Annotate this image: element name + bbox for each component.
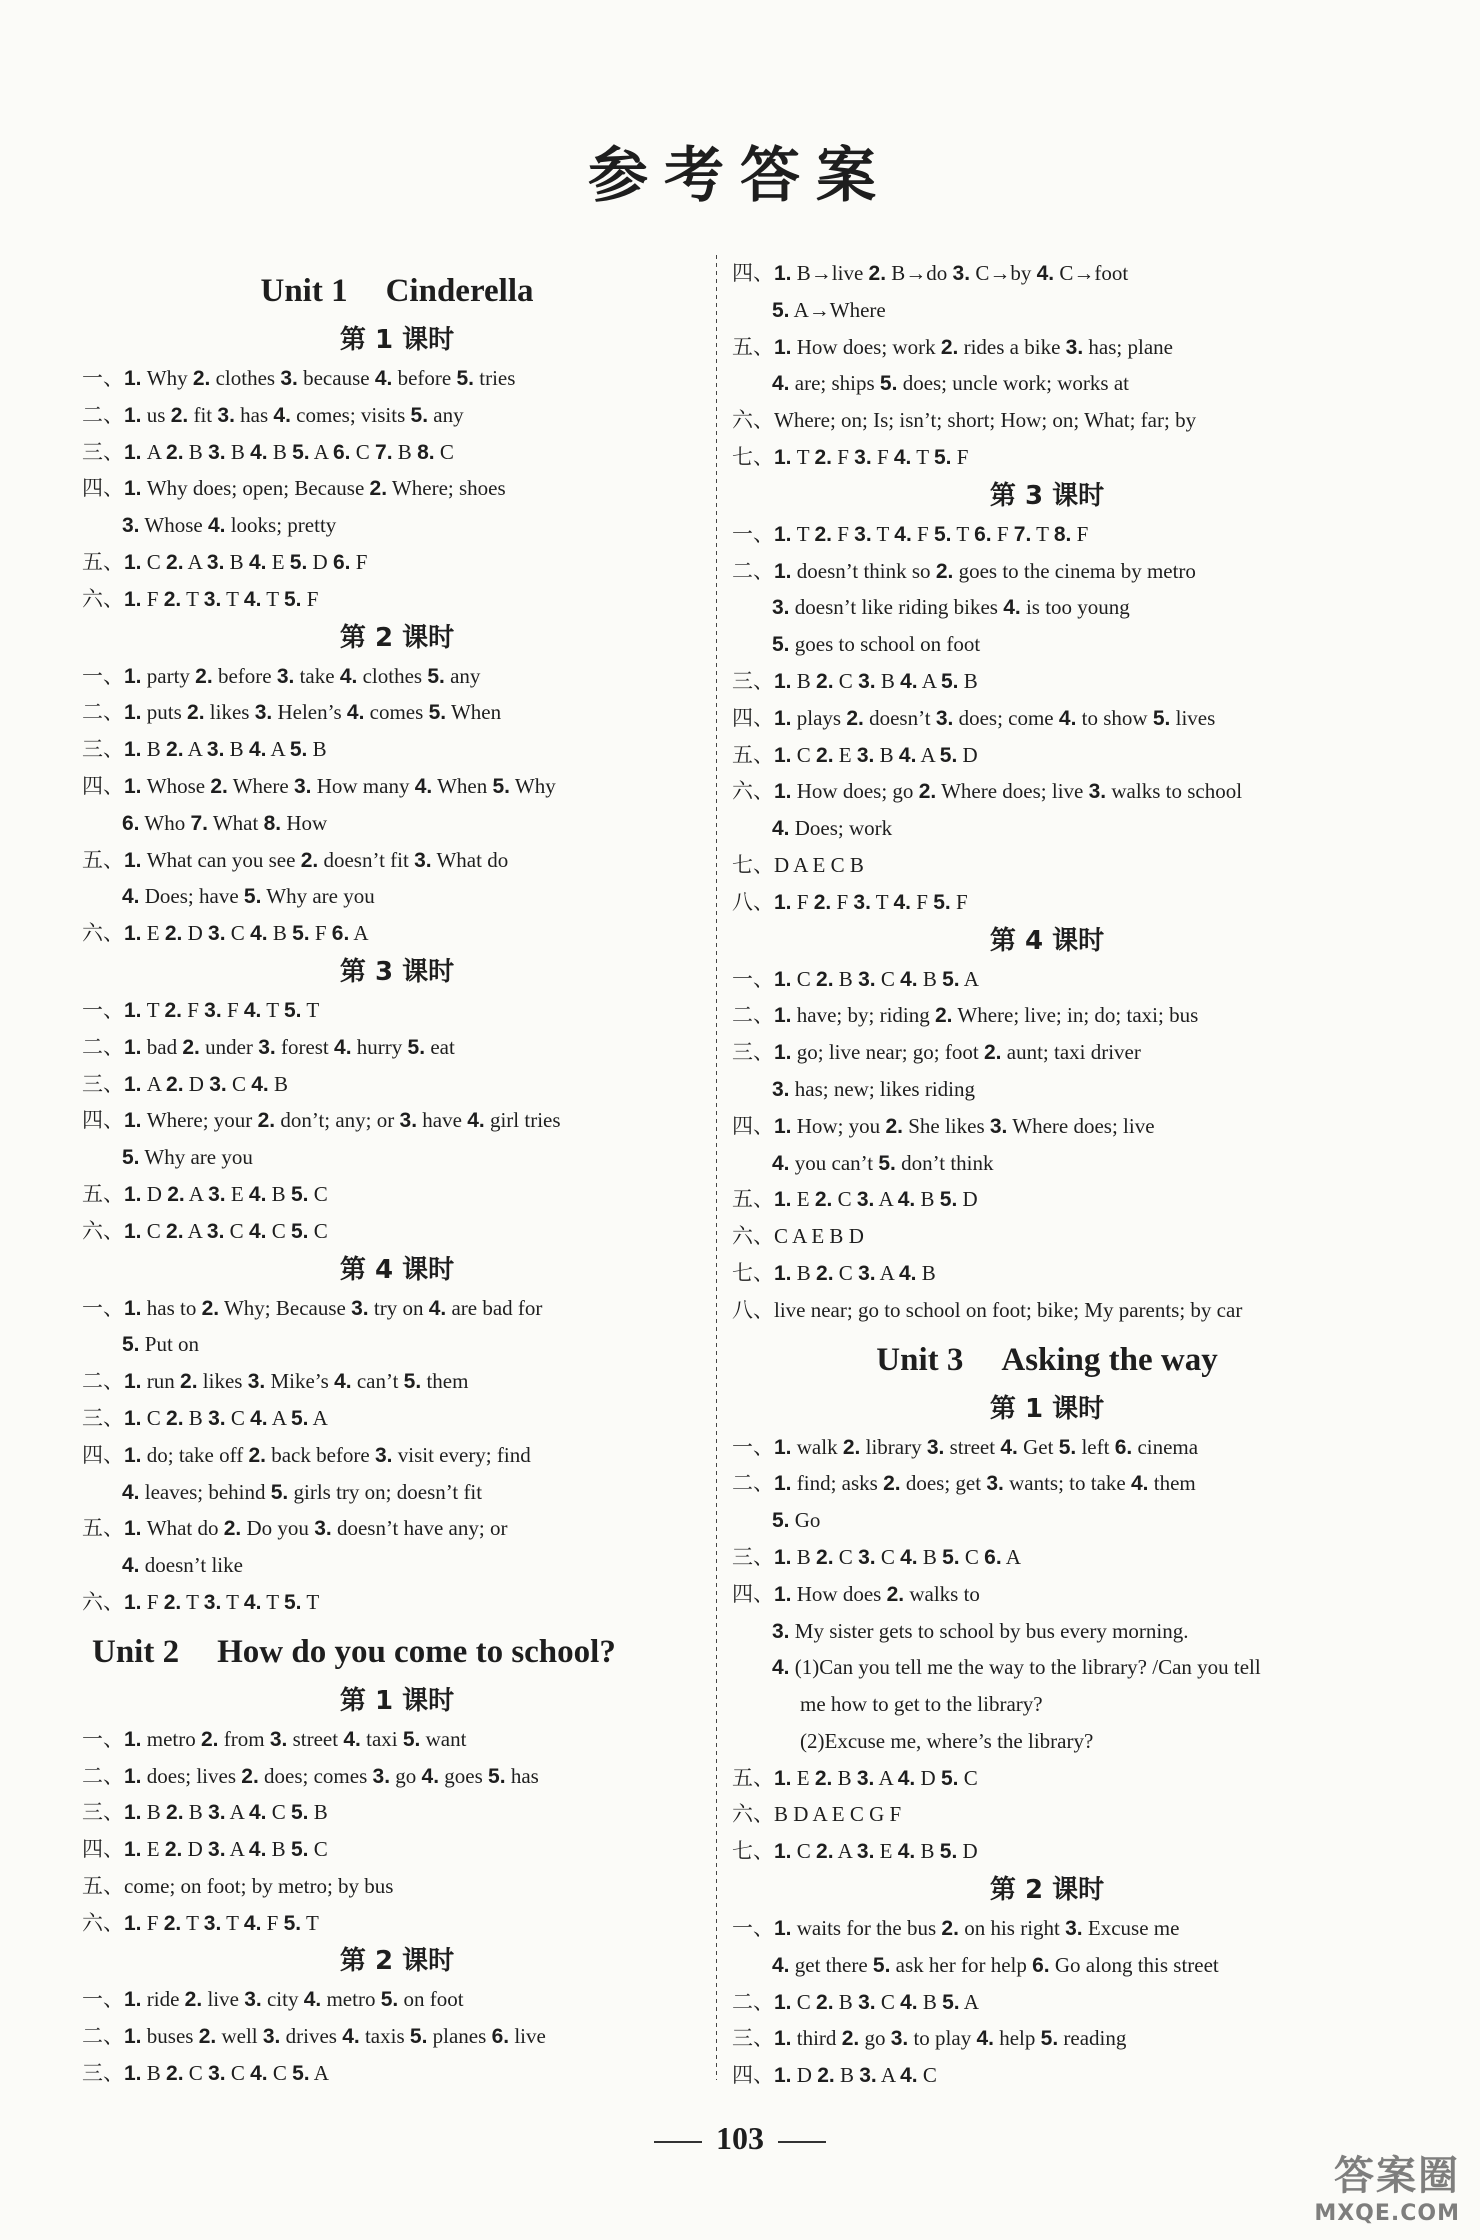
answer-line: 6. Who 7. What 8. How xyxy=(122,810,328,835)
answer-line: 4. you can’t 5. don’t think xyxy=(772,1150,994,1175)
answer-line: 二、1. does; lives 2. does; comes 3. go 4. goes 5. has xyxy=(82,1763,539,1788)
answer-line: 三、1. B 2. C 3. C 4. B 5. C 6. A xyxy=(732,1544,1021,1569)
answer-line: 三、1. A 2. D 3. C 4. B xyxy=(82,1071,289,1096)
right-column xyxy=(732,255,1362,2094)
answer-line: 一、1. has to 2. Why; Because 3. try on 4. are bad for xyxy=(82,1295,543,1320)
answer-line: 4. are; ships 5. does; uncle work; works at xyxy=(772,371,1129,396)
answer-line: 三、1. B 2. B 3. A 4. C 5. B xyxy=(82,1800,328,1825)
unit-label: Unit 1 xyxy=(260,273,348,309)
answer-line: 六、1. F 2. T 3. T 4. T 5. F xyxy=(82,586,319,611)
unit-label: Unit 3 xyxy=(876,1341,964,1378)
answer-line: 二、1. have; by; riding 2. Where; live; in; do; taxi; bus xyxy=(732,1003,1199,1028)
answer-line: 六、1. E 2. D 3. C 4. B 5. F 6. A xyxy=(82,921,369,946)
answer-line: 4. get there 5. ask her for help 6. Go along this street xyxy=(772,1952,1219,1977)
answer-line: 八、1. F 2. F 3. T 4. F 5. F xyxy=(732,889,968,914)
answer-line: 4. Does; have 5. Why are you xyxy=(122,884,375,909)
answer-line: 一、1. ride 2. live 3. city 4. metro 5. on foot xyxy=(82,1987,464,2012)
lesson-heading: 第 2 课时 xyxy=(339,1946,455,1977)
answer-line: 四、1. D 2. B 3. A 4. C xyxy=(732,2063,937,2088)
unit-heading xyxy=(732,1331,1362,1389)
answer-line: 四、1. Where; your 2. don’t; any; or 3. have 4. girl tries xyxy=(82,1108,561,1133)
lesson-heading: 第 2 课时 xyxy=(339,622,455,653)
unit-name: Asking the way xyxy=(1001,1341,1218,1378)
lesson-heading: 第 2 课时 xyxy=(989,1875,1105,1906)
answer-line: 一、1. walk 2. library 3. street 4. Get 5. left 6. cinema xyxy=(732,1434,1199,1459)
lesson-heading: 第 3 课时 xyxy=(989,480,1105,511)
unit-name: Cinderella xyxy=(385,273,534,309)
watermark-logo: 答案圈 xyxy=(1334,2153,1460,2199)
answer-line: 五、1. E 2. C 3. A 4. B 5. D xyxy=(732,1187,978,1212)
unit-label: Unit 2 xyxy=(92,1633,180,1670)
answer-line: 六、1. F 2. T 3. T 4. T 5. T xyxy=(82,1589,320,1614)
answer-line: 5. goes to school on foot xyxy=(772,632,981,657)
answer-line: 八、live near; go to school on foot; bike; My parents; by car xyxy=(732,1297,1243,1322)
answer-line: 三、1. B 2. C 3. C 4. C 5. A xyxy=(82,2061,329,2086)
lesson-heading: 第 1 课时 xyxy=(989,1393,1105,1424)
answer-line: 五、1. C 2. A 3. B 4. E 5. D 6. F xyxy=(82,549,368,574)
answer-line: 二、1. puts 2. likes 3. Helen’s 4. comes 5. When xyxy=(82,700,502,725)
answer-line: 六、B D A E C G F xyxy=(732,1802,902,1827)
answer-line: 4. doesn’t like xyxy=(122,1553,243,1578)
answer-line: 五、come; on foot; by metro; by bus xyxy=(82,1873,394,1898)
answer-line: 一、1. C 2. B 3. C 4. B 5. A xyxy=(732,966,979,991)
answer-line: 五、1. How does; work 2. rides a bike 3. has; plane xyxy=(732,334,1173,359)
unit-heading xyxy=(82,262,712,320)
unit-heading xyxy=(82,1623,712,1681)
lesson-heading: 第 1 课时 xyxy=(339,1685,455,1716)
answer-line: 四、1. E 2. D 3. A 4. B 5. C xyxy=(82,1837,328,1862)
answer-line: 七、1. T 2. F 3. F 4. T 5. F xyxy=(732,444,969,469)
answer-line: 二、1. us 2. fit 3. has 4. comes; visits 5. any xyxy=(82,402,464,427)
answer-line: 一、1. party 2. before 3. take 4. clothes 5. any xyxy=(82,663,481,688)
answer-line: 三、1. A 2. B 3. B 4. B 5. A 6. C 7. B 8. C xyxy=(82,439,454,464)
watermark xyxy=(1314,2144,1460,2226)
answer-line: 一、1. T 2. F 3. F 4. T 5. T xyxy=(82,997,320,1022)
answer-line: 二、1. buses 2. well 3. drives 4. taxis 5. planes 6. live xyxy=(82,2024,546,2049)
answer-line: 七、D A E C B xyxy=(732,852,864,877)
answer-line: 四、1. Why does; open; Because 2. Where; shoes xyxy=(82,476,506,501)
answer-line: 三、1. third 2. go 3. to play 4. help 5. reading xyxy=(732,2026,1127,2051)
answer-line: 四、1. How does 2. walks to xyxy=(732,1581,980,1606)
answer-line: 5. Why are you xyxy=(122,1145,253,1170)
unit-name: How do you come to school? xyxy=(217,1633,616,1670)
answer-line: 一、1. T 2. F 3. T 4. F 5. T 6. F 7. T 8. F xyxy=(732,521,1089,546)
lesson-heading: 第 1 课时 xyxy=(339,325,455,355)
answer-line: 四、1. plays 2. doesn’t 3. does; come 4. to show 5. lives xyxy=(732,705,1216,730)
column-divider xyxy=(716,255,717,2080)
lesson-heading: 第 3 课时 xyxy=(339,956,455,987)
lesson-heading: 第 4 课时 xyxy=(989,925,1105,956)
answer-line: 一、1. waits for the bus 2. on his right 3. Excuse me xyxy=(732,1916,1180,1941)
answer-line: 4. leaves; behind 5. girls try on; doesn’t fit xyxy=(122,1479,483,1504)
answer-line: 五、1. What can you see 2. doesn’t fit 3. What do xyxy=(82,847,509,872)
answer-line: 四、1. do; take off 2. back before 3. visit every; find xyxy=(82,1442,531,1467)
answer-line: (2)Excuse me, where’s the library? xyxy=(800,1728,1094,1753)
answer-line: 一、1. Why 2. clothes 3. because 4. before 5. tries xyxy=(82,366,516,390)
answer-line: 3. My sister gets to school by bus every morning. xyxy=(772,1618,1189,1643)
answer-line: 4. Does; work xyxy=(772,816,893,841)
answer-line: 5. A→Where xyxy=(772,297,886,322)
answer-line: 七、1. C 2. A 3. E 4. B 5. D xyxy=(732,1839,978,1864)
answer-line: 4. (1)Can you tell me the way to the library? /Can you tell xyxy=(772,1655,1261,1680)
answer-line: 二、1. bad 2. under 3. forest 4. hurry 5. eat xyxy=(82,1034,455,1059)
answer-line: 三、1. go; live near; go; foot 2. aunt; taxi driver xyxy=(732,1040,1141,1065)
answer-line: 五、1. What do 2. Do you 3. doesn’t have any; or xyxy=(82,1516,508,1541)
watermark-url: MXQE.COM xyxy=(1314,2201,1460,2226)
answer-line: 五、1. C 2. E 3. B 4. A 5. D xyxy=(732,742,978,767)
answer-line: 二、1. doesn’t think so 2. goes to the cinema by metro xyxy=(732,558,1196,583)
answer-line: 六、C A E B D xyxy=(732,1224,864,1249)
answer-line: 二、1. C 2. B 3. C 4. B 5. A xyxy=(732,1989,979,2014)
answer-line: 六、1. How does; go 2. Where does; live 3. walks to school xyxy=(732,779,1243,804)
answer-line: 三、1. C 2. B 3. C 4. A 5. A xyxy=(82,1405,328,1430)
lesson-heading: 第 4 课时 xyxy=(339,1254,455,1285)
answer-line: 3. doesn’t like riding bikes 4. is too young xyxy=(772,595,1130,620)
answer-line: 六、Where; on; Is; isn’t; short; How; on; What; far; by xyxy=(732,408,1197,433)
answer-line: 六、1. C 2. A 3. C 4. C 5. C xyxy=(82,1218,328,1243)
answer-line: 三、1. B 2. A 3. B 4. A 5. B xyxy=(82,737,327,762)
answer-line: 五、1. E 2. B 3. A 4. D 5. C xyxy=(732,1765,978,1790)
answer-line: 二、1. find; asks 2. does; get 3. wants; to take 4. them xyxy=(732,1471,1196,1496)
page-title: 参考答案 xyxy=(588,141,892,211)
answer-line: 七、1. B 2. C 3. A 4. B xyxy=(732,1260,936,1285)
answer-line: 一、1. metro 2. from 3. street 4. taxi 5. want xyxy=(82,1726,467,1751)
answer-line: 六、1. F 2. T 3. T 4. F 5. T xyxy=(82,1910,319,1935)
answer-line: 四、1. Whose 2. Where 3. How many 4. When 5. Why xyxy=(82,773,556,798)
answer-line: 5. Put on xyxy=(122,1332,200,1357)
answer-line: 三、1. B 2. C 3. B 4. A 5. B xyxy=(732,668,978,693)
answer-line: 3. has; new; likes riding xyxy=(772,1076,975,1101)
answer-line: 四、1. How; you 2. She likes 3. Where does; live xyxy=(732,1113,1155,1138)
answer-line: 二、1. run 2. likes 3. Mike’s 4. can’t 5. them xyxy=(82,1369,469,1394)
left-column xyxy=(82,260,712,2092)
page-number: 103 xyxy=(0,2120,1480,2157)
answer-line: 五、1. D 2. A 3. E 4. B 5. C xyxy=(82,1181,328,1206)
answer-line: 5. Go xyxy=(772,1508,821,1533)
answer-line: me how to get to the library? xyxy=(800,1692,1043,1717)
answer-line: 四、1. B→live 2. B→do 3. C→by 4. C→foot xyxy=(732,261,1129,285)
answer-line: 3. Whose 4. looks; pretty xyxy=(122,513,337,538)
